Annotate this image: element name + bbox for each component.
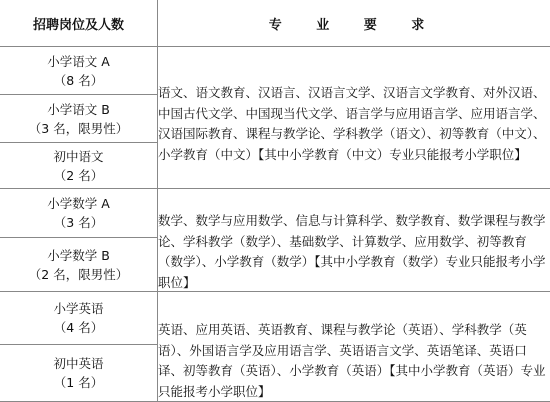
position-name: 小学数学 A [47,196,110,211]
position-cell [0,345,158,402]
position-name: 小学语文 B [47,101,110,117]
requirements-text: 英语、应用英语、英语教育、课程与教学论（英语）、学科教学（英语）、外国语言学及应用语言学、英语语言文学、英语笔译、英语口译、初等教育（英语）、小学教育（英语）【其中小学教育（英语）专业只能报考小学职位】 [158,322,546,399]
position-count: （1 名） [53,375,104,390]
position-count: （3 名） [53,215,104,230]
position-count: （4 名） [53,320,104,335]
position-name: 小学语文 A [47,53,110,69]
requirements-text: 数学、数学与应用数学、信息与计算科学、数学教育、数学课程与教学论、学科教学（数学）、基础数学、计算数学、应用数学、初等教育（数学）、小学教育（数学）【其中小学教育（数学）专业只能报考小学职位】 [158,213,546,290]
position-cell [0,238,158,292]
position-count: （3 名，限男性） [28,120,129,136]
header-requirements: 专 业 要 求 [268,17,440,33]
position-cell [0,143,158,189]
requirements-cell [158,47,550,189]
position-name: 小学数学 B [47,247,110,263]
header-positions: 招聘岗位及人数 [0,0,158,46]
requirements-text: 语文、语文教育、汉语言、汉语言文学、汉语言文学教育、对外汉语、中国古代文学、中国现当代文学、语言学与应用语言学、应用语言学、汉语国际教育、课程与教学论、学科教学（语文）、初等教育（中文）、小学教育（中文）【其中小学教育（中文）专业只能报考小学职位】 [158,85,546,162]
position-cell [0,95,158,143]
position-name: 小学英语 [53,301,104,316]
table-header [0,0,550,47]
position-count: （8 名） [53,72,104,88]
requirements-cell [158,292,550,402]
position-cell [0,189,158,238]
position-count: （2 名，限男性） [28,266,129,282]
position-cell [0,292,158,345]
requirements-cell [158,189,550,292]
position-name: 初中英语 [53,356,104,371]
position-count: （2 名） [53,167,104,183]
position-cell [0,47,158,95]
position-name: 初中语文 [53,148,104,164]
